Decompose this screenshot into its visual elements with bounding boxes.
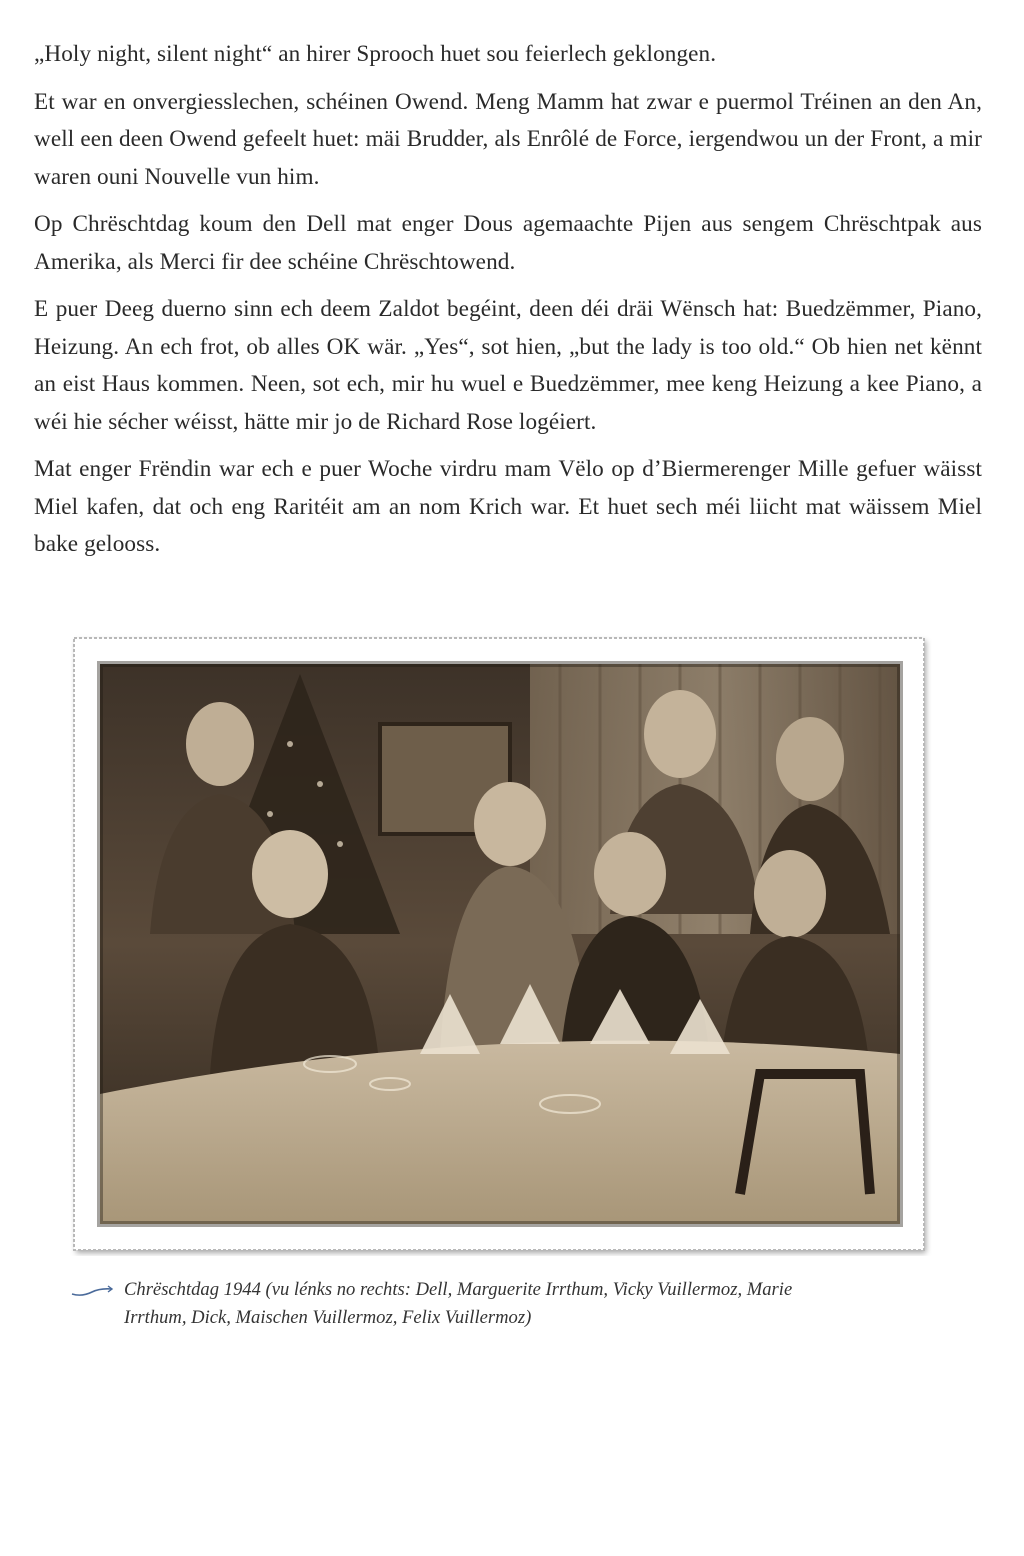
caption-text-2: Irrthum, Dick, Maischen Vuillermoz, Felix Vuillermoz) [124, 1307, 532, 1328]
paragraph-2: Et war en onvergiesslechen, schéinen Owend. Meng Mamm hat zwar e puermol Tréinen an den An, well een deen Owend gefeelt huet: mäi Brudder, als Enrôlé de Force, iergendwou un der Front, a mir waren ouni Nouvelle vun him. [34, 88, 982, 190]
photo-caption [70, 1276, 930, 1332]
article-text [34, 36, 982, 574]
swoosh-icon [70, 1284, 114, 1298]
caption-text-1: Chrëschtdag 1944 (vu lénks no rechts: Dell, Marguerite Irrthum, Vicky Vuillermoz, Marie [124, 1279, 793, 1300]
caption-line-1 [70, 1276, 930, 1304]
paragraph-3: Op Chrëschtdag koum den Dell mat enger Dous agemaachte Pijen aus sengem Chrëschtpak aus Amerika, als Merci fir dee schéine Chrëschtowend. [34, 211, 982, 275]
paragraph-5: Mat enger Frëndin war ech e puer Woche virdru mam Vëlo op d’Biermerenger Mille gefuer wäisst Miel kafen, dat och eng Raritéit am an nom Krich war. Et huet sech méi liicht mat wäissem Miel bake gelooss. [34, 456, 982, 557]
caption-line-2 [70, 1304, 930, 1332]
paragraph-4: E puer Deeg duerno sinn ech deem Zaldot begéint, deen déi dräi Wënsch hat: Buedzëmmer, Piano, Heizung. An ech frot, ob alles OK wär. „Yes“, sot hien, „but the lady is too old.“ Ob hien net kënnt an eist Haus kommen. Neen, sot ech, mir hu wuel e Buedzëmmer, mee keng Heizung a kee Piano, a wéi hie sécher wéisst, hätte mir jo de Richard Rose logéiert. [34, 296, 982, 435]
paragraph-1: „Holy night, silent night“ an hirer Sprooch huet sou feierlech geklongen. [34, 41, 717, 67]
group-photo [70, 634, 932, 1256]
photo-frame [70, 634, 932, 1556]
